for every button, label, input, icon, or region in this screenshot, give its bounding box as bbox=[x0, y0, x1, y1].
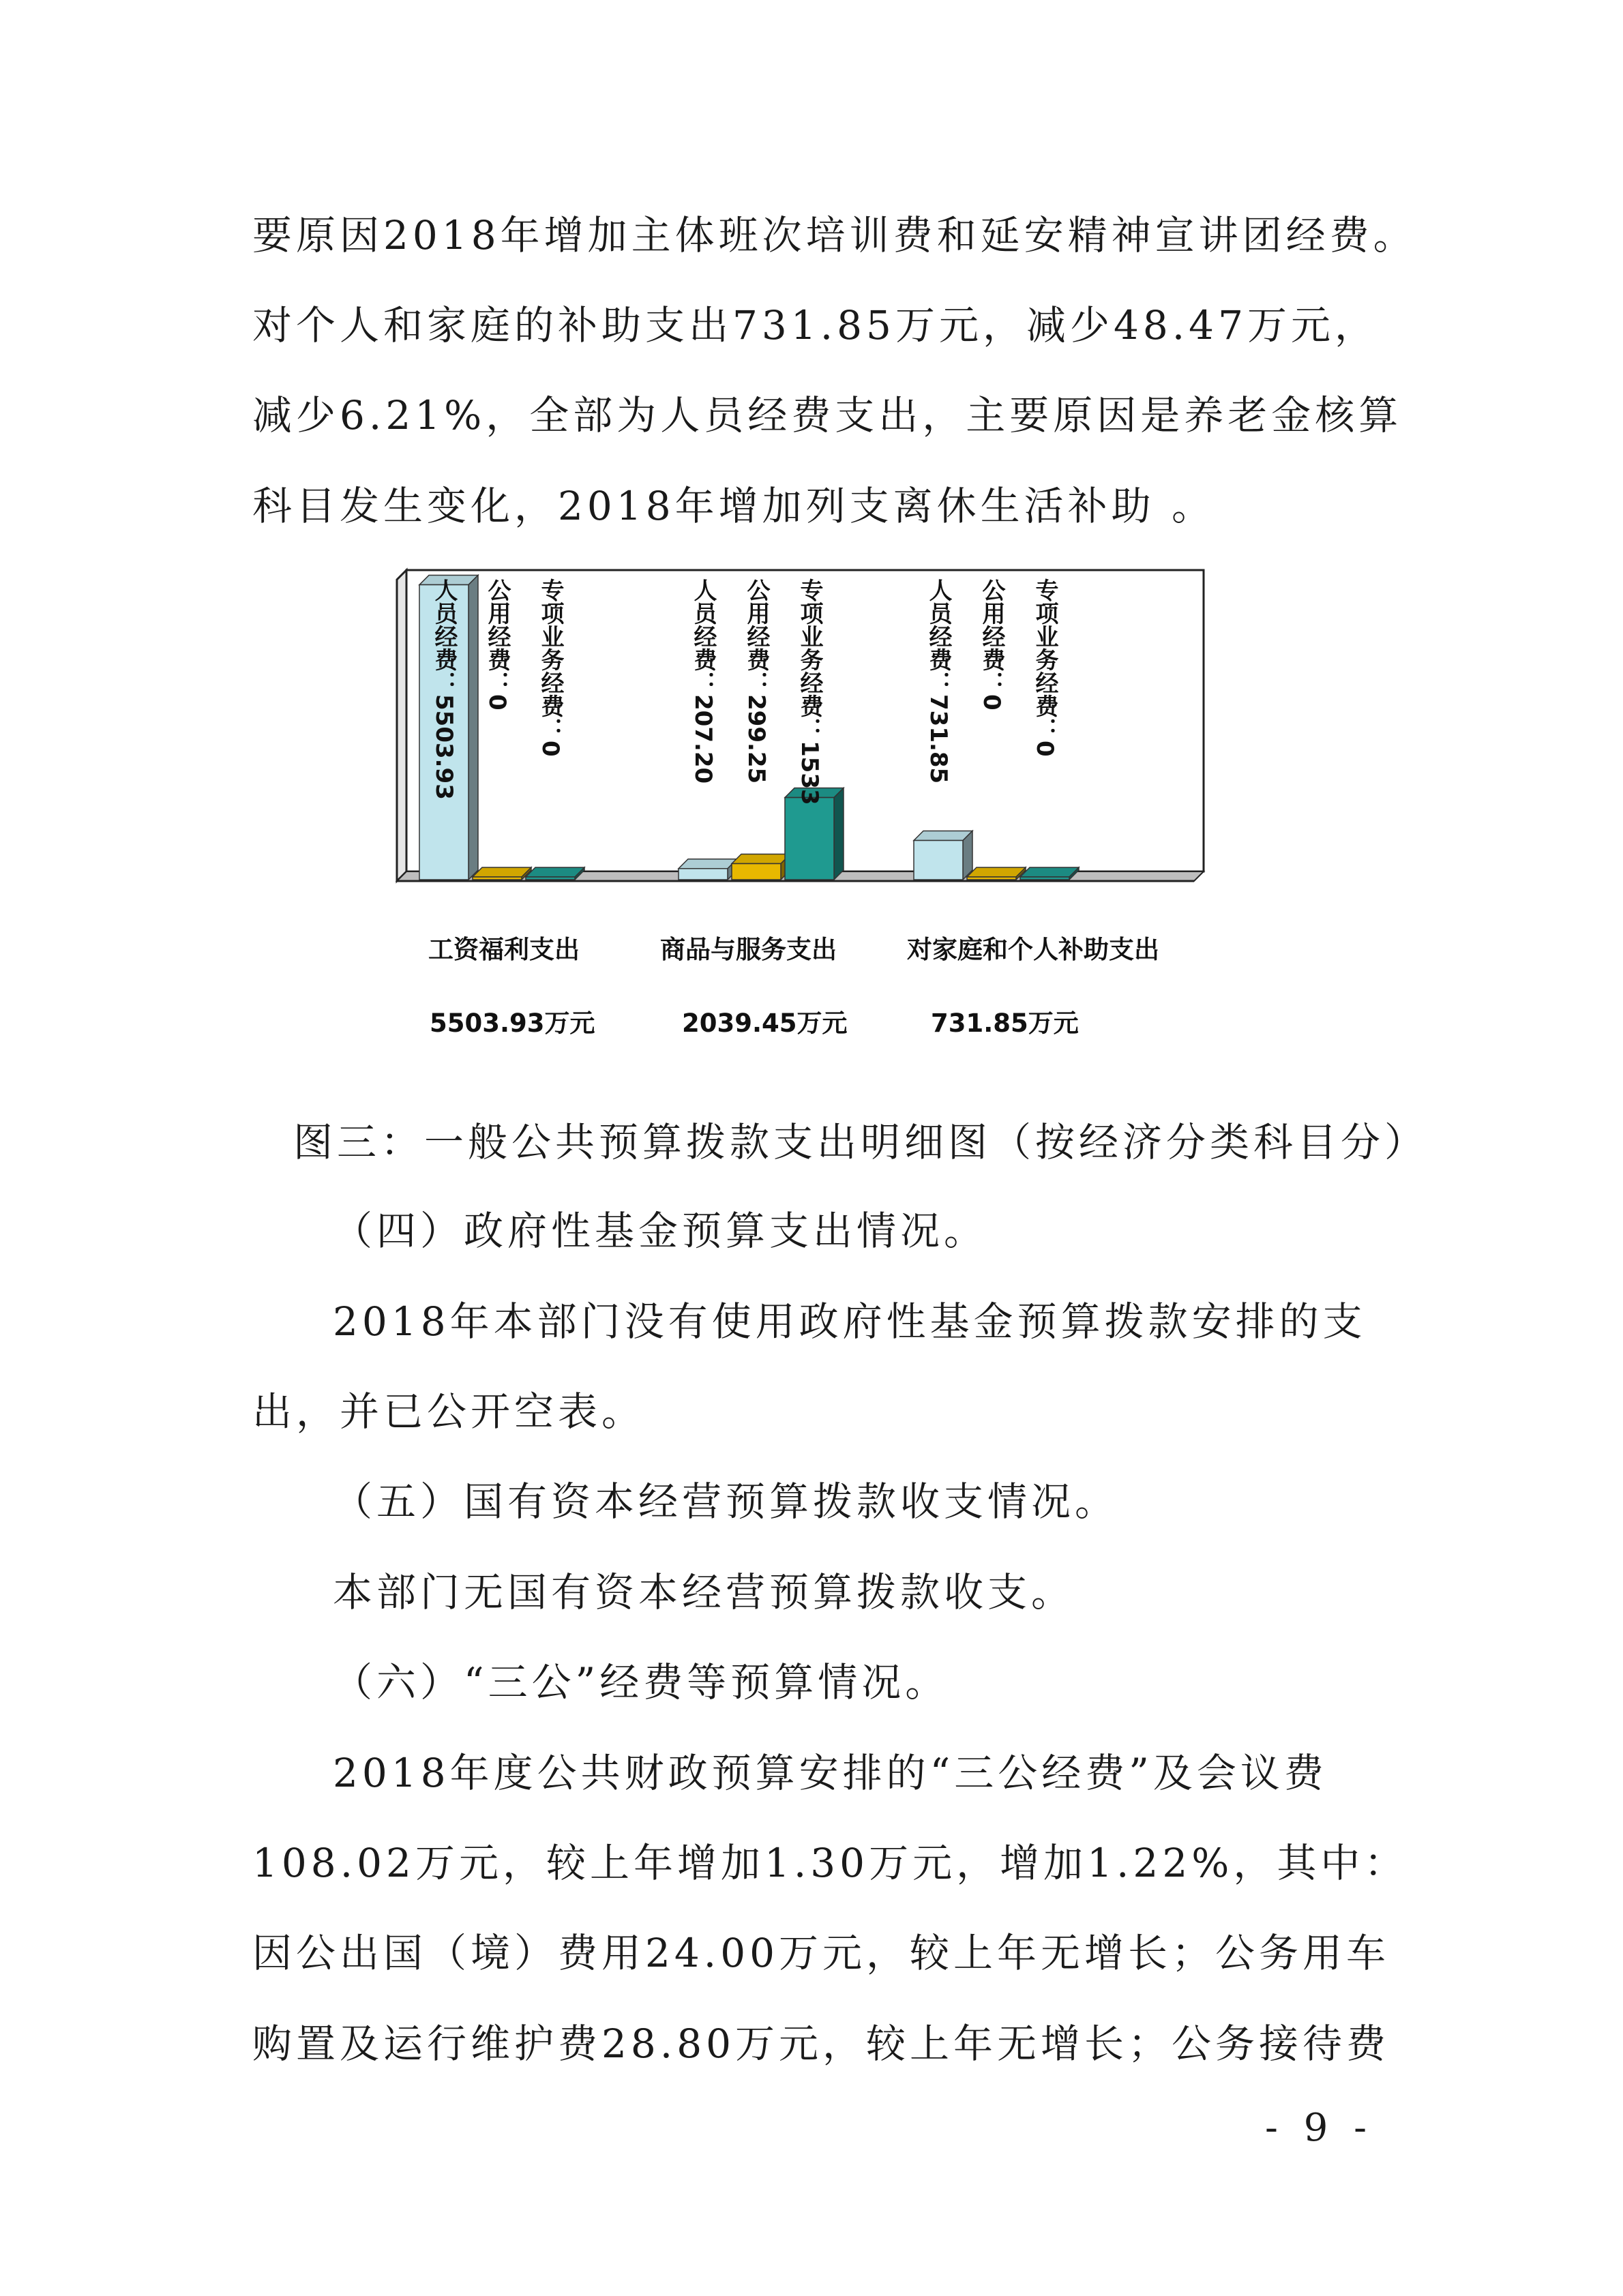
text-line: 108.02万元，较上年增加1.30万元，增加1.22%，其中： bbox=[252, 1840, 1408, 1886]
bar-data-label: 公用经费：0 bbox=[978, 578, 1005, 711]
bar-side bbox=[834, 788, 844, 880]
bar bbox=[785, 798, 834, 880]
category-label: 商品与服务支出 bbox=[660, 935, 837, 964]
category-total: 731.85万元 bbox=[931, 1009, 1079, 1038]
expenditure-bar-chart bbox=[382, 559, 1227, 914]
text-line: 因公出国（境）费用24.00万元，较上年无增长；公务用车 bbox=[252, 1930, 1390, 1976]
text-line: 购置及运行维护费28.80万元，较上年无增长；公务接待费 bbox=[252, 2021, 1390, 2067]
bar-data-label: 公用经费：0 bbox=[483, 578, 511, 711]
text-line: 2018年本部门没有使用政府性基金预算拨款安排的支 bbox=[333, 1298, 1367, 1345]
text-line: 科目发生变化，2018年增加列支离休生活补助 。 bbox=[252, 483, 1216, 529]
page-number: - 9 - bbox=[1265, 2106, 1374, 2150]
bar bbox=[1020, 877, 1069, 880]
bar-data-label: 人员经费：731.85 bbox=[925, 578, 952, 784]
chart-plot bbox=[382, 559, 1227, 914]
bar bbox=[679, 869, 728, 880]
section-heading: （五）国有资本经营预算拨款收支情况。 bbox=[333, 1478, 1119, 1525]
bar-data-label: 专项业务经费：1533 bbox=[796, 578, 823, 805]
bar bbox=[473, 877, 522, 880]
category-total: 2039.45万元 bbox=[682, 1009, 848, 1038]
text-line: 2018年度公共财政预算安排的“三公经费”及会议费 bbox=[333, 1750, 1328, 1796]
category-label: 工资福利支出 bbox=[428, 935, 580, 964]
category-label: 对家庭和个人补助支出 bbox=[907, 935, 1159, 964]
chart-side-wall bbox=[397, 570, 406, 881]
bar-data-label: 专项业务经费：0 bbox=[1031, 578, 1058, 757]
bar bbox=[732, 863, 781, 880]
bar-side bbox=[468, 576, 478, 880]
section-heading: （六）“三公”经费等预算情况。 bbox=[333, 1659, 949, 1705]
bar-data-label: 人员经费：5503.93 bbox=[430, 578, 458, 800]
text-line: 本部门无国有资本经营预算拨款收支。 bbox=[333, 1569, 1075, 1615]
bar-data-label: 专项业务经费：0 bbox=[537, 578, 564, 757]
text-line: 减少6.21%，全部为人员经费支出，主要原因是养老金核算 bbox=[252, 392, 1403, 438]
bar bbox=[526, 877, 575, 880]
text-line: 出，并已公开空表。 bbox=[252, 1388, 646, 1435]
text-line: 对个人和家庭的补助支出731.85万元，减少48.47万元， bbox=[252, 302, 1378, 348]
bar-data-label: 人员经费：207.20 bbox=[689, 578, 717, 784]
category-total: 5503.93万元 bbox=[430, 1009, 595, 1038]
section-heading: （四）政府性基金预算支出情况。 bbox=[333, 1208, 988, 1254]
bar-data-label: 公用经费：299.25 bbox=[743, 578, 770, 784]
figure-caption: 图三：一般公共预算拨款支出明细图（按经济分类科目分） bbox=[293, 1119, 1429, 1165]
bar bbox=[914, 840, 963, 880]
bar bbox=[967, 877, 1016, 880]
text-line: 要原因2018年增加主体班次培训费和延安精神宣讲团经费。 bbox=[252, 212, 1417, 258]
